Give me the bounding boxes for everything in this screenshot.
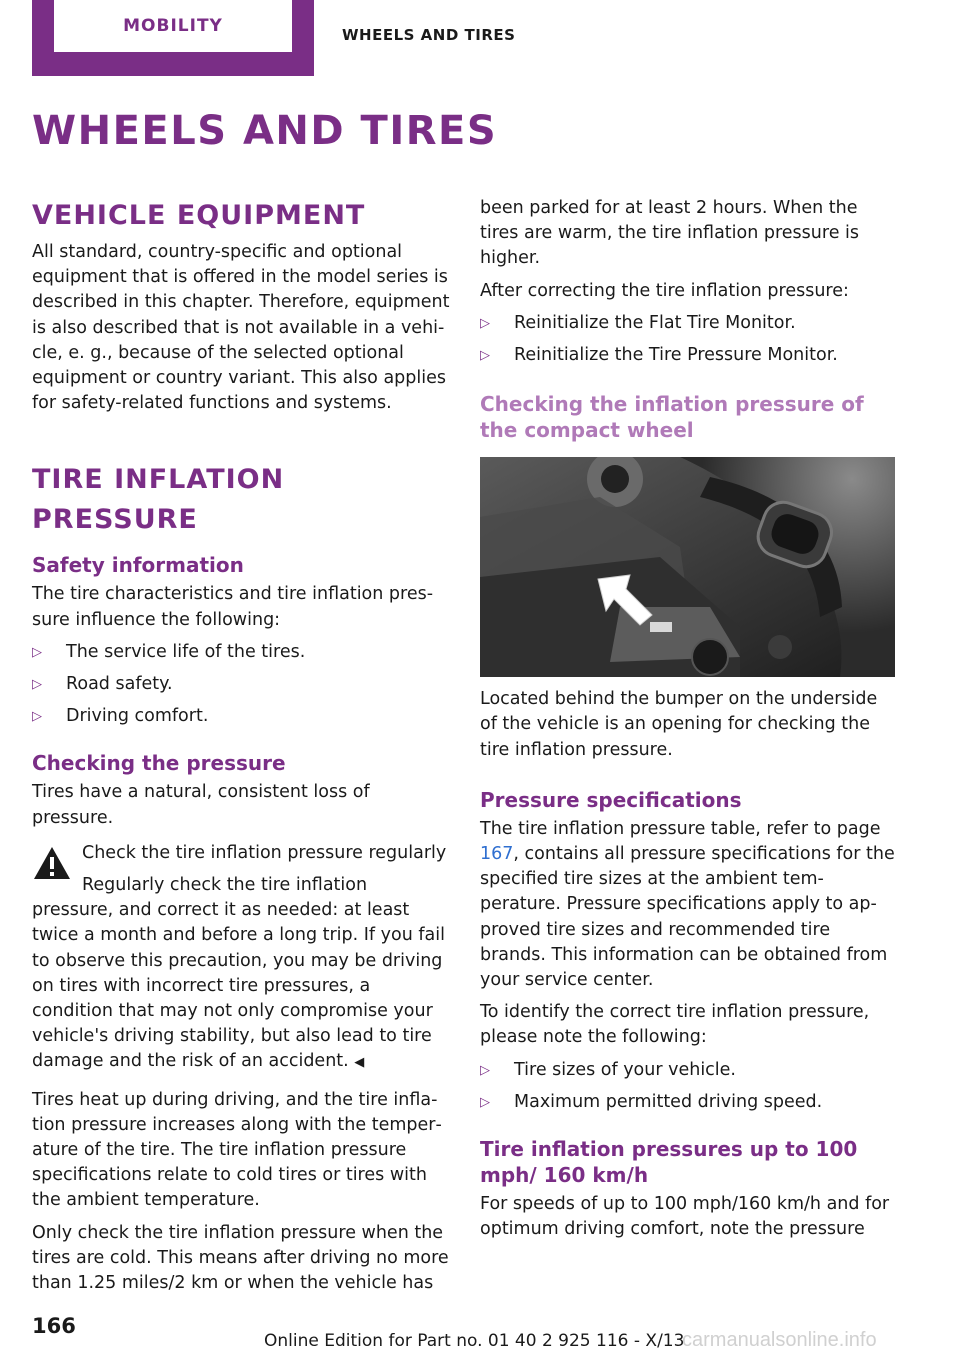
section-tab[interactable] (32, 0, 314, 76)
after-correcting: After correcting the tire inflation pressure: (480, 280, 849, 301)
section-tab-inner (54, 0, 292, 52)
triangle-right-icon: ▷ (480, 348, 490, 364)
checking-pressure-heading: Checking the pressure (32, 751, 286, 776)
page-title: WHEELS AND TIRES (32, 108, 498, 154)
vehicle-equipment-body: All standard, country-specific and optional equipment that is offered in the model series is described in this chapter. Therefore, equipment is also described that is not available in a vehicle, e. g., because of the selected optional equipment or country variant. This also applies for safety-related functions and systems. (32, 242, 450, 414)
section-tab-label: MOBILITY (123, 16, 223, 36)
warning-block (32, 841, 450, 866)
safety-list (32, 640, 450, 730)
list-item: ▷ The service life of the tires. (32, 640, 450, 665)
edition-footer: Online Edition for Part no. 01 40 2 925 116 - X/13 (264, 1331, 685, 1351)
left-column (32, 196, 450, 1296)
underside-photo (480, 457, 895, 677)
warning-body: Regularly check the tire inflation pressure, and correct it as needed: at least twice a month and before a long trip. If you fail to observe this precaution, you may be driving on tires with incorrect tire pressures, a condition that may not only compromise your vehicle's driving stability, but also lead to tire damage and the risk of an accident. ◀ (32, 875, 445, 1072)
vehicle-equipment-heading: VEHICLE EQUIPMENT (32, 200, 366, 231)
list-item: ▷ Driving comfort. (32, 704, 450, 729)
watermark: carmanualsonline.info (682, 1329, 877, 1351)
triangle-right-icon: ▷ (32, 644, 42, 660)
triangle-right-icon: ▷ (480, 1062, 490, 1078)
warning-triangle-icon (32, 845, 72, 881)
identify-list (480, 1058, 898, 1115)
triangle-right-icon: ▷ (480, 315, 490, 331)
list-item: ▷ Road safety. (32, 672, 450, 697)
underside-illustration (480, 457, 895, 677)
list-item: ▷ Reinitialize the Tire Pressure Monitor. (480, 343, 898, 368)
end-mark-icon: ◀ (354, 1055, 365, 1071)
after-list (480, 311, 898, 368)
cold-body: Only check the tire inflation pressure when the tires are cold. This means after driving no more than 1.25 miles/2 km or when the vehicle has (32, 1222, 449, 1294)
triangle-right-icon: ▷ (32, 709, 42, 725)
tire-inflation-heading: TIRE INFLATION PRESSURE (32, 464, 285, 536)
page-number: 166 (32, 1314, 76, 1338)
heat-body: Tires heat up during driving, and the tire inflation pressure increases along with the temperature of the tire. The tire inflation pressure specifications relate to cold tires or tires with the ambient temperature. (32, 1089, 442, 1211)
list-item: ▷ Reinitialize the Flat Tire Monitor. (480, 311, 898, 336)
warning-title: Check the tire inflation pressure regularly (82, 842, 447, 863)
list-item: ▷ Tire sizes of your vehicle. (480, 1058, 898, 1083)
triangle-right-icon: ▷ (32, 677, 42, 693)
list-item: ▷ Maximum permitted driving speed. (480, 1090, 898, 1115)
identify-body: To identify the correct tire inflation pressure, please note the following: (480, 1002, 870, 1048)
safety-info-body: The tire characteristics and tire inflation pressure influence the following: (32, 584, 434, 630)
pressure-spec-body: The tire inflation pressure table, refer to page 167, contains all pressure specifications for the specified tire sizes at the ambient temperature. Pressure specifications apply to approved tire sizes and recommended tire brands. This information can be obtained from your service center. (480, 818, 895, 991)
page-link[interactable]: 167 (480, 844, 514, 865)
speed-heading: Tire inflation pressures up to 100 mph/ 160 km/h (480, 1137, 858, 1188)
compact-wheel-caption: Located behind the bumper on the underside of the vehicle is an opening for checking the tire inflation pressure. (480, 689, 878, 760)
checking-pressure-body: Tires have a natural, consistent loss of pressure. (32, 782, 370, 828)
triangle-right-icon: ▷ (480, 1094, 490, 1110)
right-column (480, 196, 898, 1242)
pressure-spec-heading: Pressure specifications (480, 787, 742, 812)
breadcrumb[interactable]: WHEELS AND TIRES (342, 26, 516, 44)
speed-body: For speeds of up to 100 mph/160 km/h and for optimum driving comfort, note the pressure (480, 1194, 890, 1240)
safety-info-heading: Safety information (32, 553, 244, 578)
compact-wheel-heading: Checking the inflation pressure of the compact wheel (480, 392, 864, 443)
cold-body-continued: been parked for at least 2 hours. When the tires are warm, the tire inflation pressure is higher. (480, 198, 860, 269)
